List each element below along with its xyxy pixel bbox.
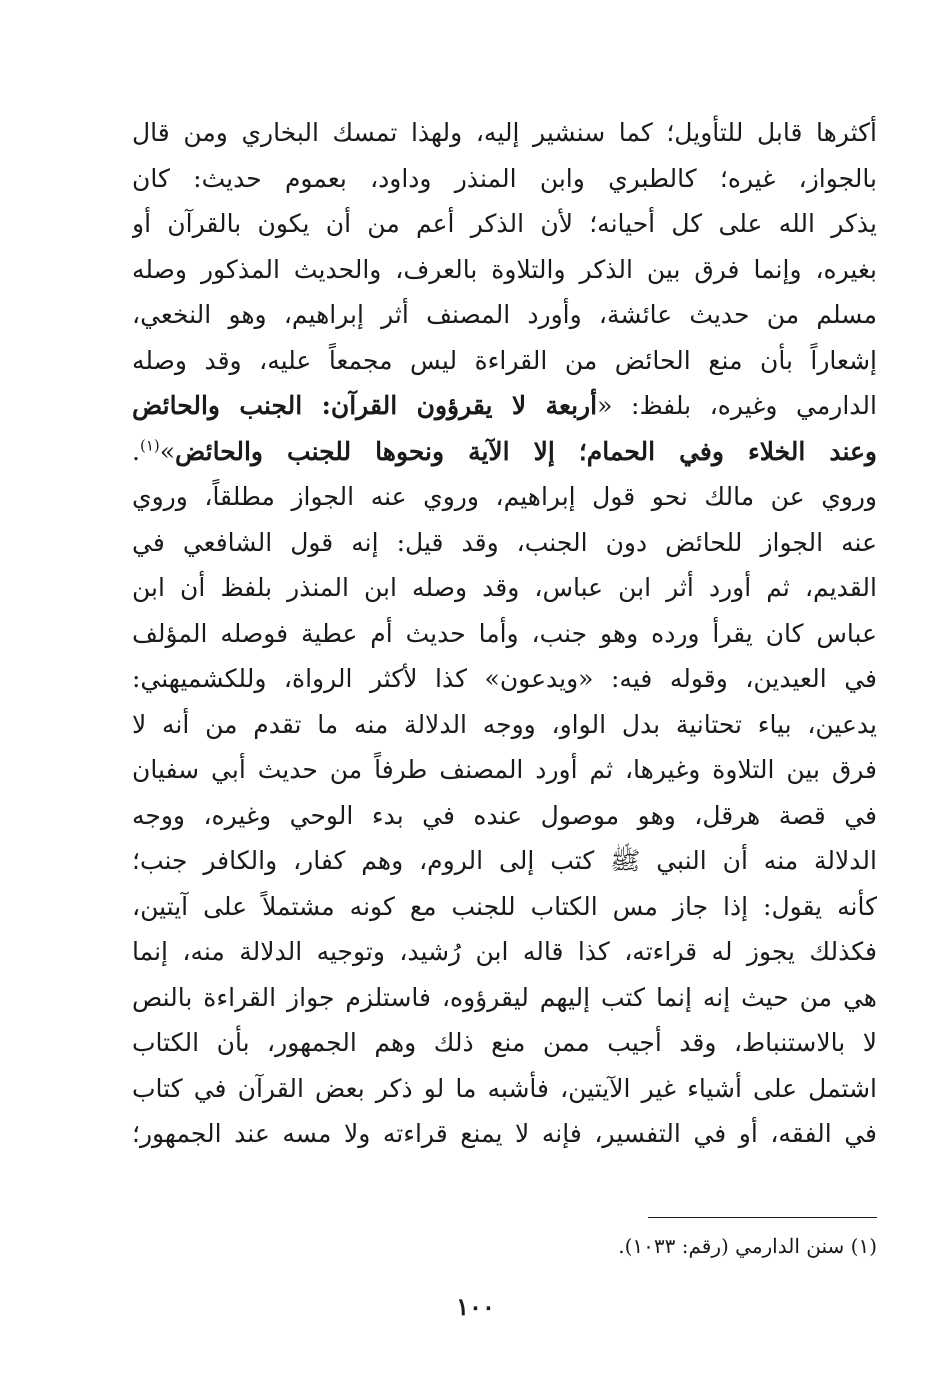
main-text-block <box>132 110 877 1157</box>
hadith-quote: أربعة لا يقرؤون القرآن: الجنب والحائض <box>132 391 598 420</box>
line-text: القديم، ثم أورد أثر ابن عباس، وقد وصله ابن المنذر بلفظ أن ابن <box>132 573 877 602</box>
footnote-marker: (١) <box>139 436 160 455</box>
text-line <box>132 838 877 884</box>
text-line <box>132 1020 877 1066</box>
hadith-quote: وعند الخلاء وفي الحمام؛ إلا الآية ونحوها للجنب والحائض <box>175 436 877 466</box>
line-text: » <box>159 436 176 466</box>
text-line <box>132 565 877 611</box>
line-text: إشعاراً بأن منع الحائض من القراءة ليس مجمعاً عليه، وقد وصله <box>132 345 877 375</box>
text-line <box>132 929 877 975</box>
line-text: بالجواز، غيره؛ كالطبري وابن المنذر وداود، بعموم حديث: كان <box>132 163 877 193</box>
line-text: هي من حيث إنه إنما كتب إليهم ليقرؤوه، فاستلزم جواز القراءة بالنص <box>132 982 877 1012</box>
text-line <box>132 156 877 202</box>
line-text: عنه الجواز للحائض دون الجنب، وقد قيل: إنه قول الشافعي في <box>132 527 877 557</box>
text-line <box>132 338 877 384</box>
line-text: في قصة هرقل، وهو موصول عنده في بدء الوحي وغيره، ووجه <box>132 800 877 830</box>
text-line <box>132 884 877 930</box>
line-text: بغيره، وإنما فرق بين الذكر والتلاوة بالعرف، والحديث المذكور وصله <box>132 254 877 284</box>
text-line <box>132 520 877 566</box>
text-line <box>132 201 877 247</box>
text-line <box>132 656 877 702</box>
line-text: في الفقه، أو في التفسير، فإنه لا يمنع قراءته ولا مسه عند الجمهور؛ <box>132 1119 877 1148</box>
text-line <box>132 747 877 793</box>
line-text: يذكر الله على كل أحيانه؛ لأن الذكر أعم من أن يكون بالقرآن أو <box>132 209 877 238</box>
line-text: الدارمي وغيره، بلفظ: « <box>597 391 877 420</box>
line-text: يدعين، بياء تحتانية بدل الواو، ووجه الدلالة منه ما تقدم من أنه لا <box>132 709 877 739</box>
line-text: . <box>132 436 140 466</box>
footnote-separator <box>648 1217 877 1218</box>
line-text: الدلالة منه أن النبي ﷺ كتب إلى الروم، وهم كفار، والكافر جنب؛ <box>132 846 877 875</box>
text-line <box>132 110 877 156</box>
text-line <box>132 1066 877 1112</box>
text-line <box>132 793 877 839</box>
line-text: اشتمل على أشياء غير الآيتين، فأشبه ما لو ذكر بعض القرآن في كتاب <box>132 1073 877 1103</box>
page-number: ١٠٠ <box>456 1292 495 1321</box>
footnote: (١) سنن الدارمي (رقم: ١٠٣٣). <box>618 1234 877 1258</box>
text-line <box>132 702 877 748</box>
line-text: كأنه يقول: إذا جاز مس الكتاب للجنب مع كونه مشتملاً على آيتين، <box>132 891 877 921</box>
line-text: مسلم من حديث عائشة، وأورد المصنف أثر إبراهيم، وهو النخعي، <box>132 300 877 329</box>
line-text: أكثرها قابل للتأويل؛ كما سنشير إليه، ولهذا تمسك البخاري ومن قال <box>132 118 877 147</box>
line-text: في العيدين، وقوله فيه: «ويدعون» كذا لأكثر الرواة، وللكشميهني: <box>132 664 877 693</box>
text-line <box>132 611 877 657</box>
text-line <box>132 474 877 520</box>
text-line <box>132 247 877 293</box>
line-text: وروي عن مالك نحو قول إبراهيم، وروي عنه الجواز مطلقاً، وروي <box>132 482 877 511</box>
line-text: عباس كان يقرأ ورده وهو جنب، وأما حديث أم عطية فوصله المؤلف <box>132 618 877 648</box>
text-line <box>132 975 877 1021</box>
line-text: لا بالاستنباط، وقد أجيب ممن منع ذلك وهم الجمهور، بأن الكتاب <box>132 1028 877 1057</box>
text-line <box>132 1111 877 1157</box>
line-text: فرق بين التلاوة وغيرها، ثم أورد المصنف طرفاً من حديث أبي سفيان <box>132 755 877 784</box>
line-text: فكذلك يجوز له قراءته، كذا قاله ابن رُشيد، وتوجيه الدلالة منه، إنما <box>132 937 877 966</box>
text-line <box>132 429 877 475</box>
text-line <box>132 383 877 429</box>
text-line <box>132 292 877 338</box>
